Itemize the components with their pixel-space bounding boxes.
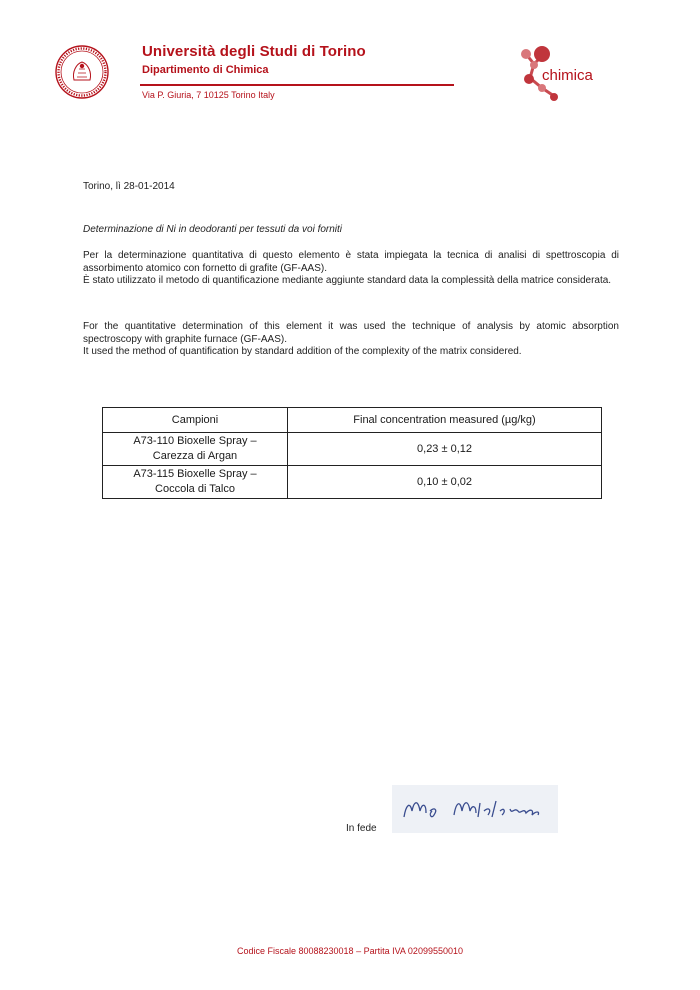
department-name: Dipartimento di Chimica [142, 64, 269, 76]
table-row [103, 466, 602, 499]
table-row [103, 433, 602, 466]
paragraph-english-1: For the quantitative determination of this element it was used the technique of analysis by atomic absorption spectroscopy with graphite furnace (GF-AAS). [83, 321, 619, 345]
header-divider [140, 84, 454, 86]
sample-name-line2: Carezza di Argan [152, 450, 238, 462]
paragraph-italian-1: Per la determinazione quantitativa di questo elemento è stata impiegata la tecnica di analisi di spettroscopia di assorbimento atomico con fornetto di grafite (GF-AAS). [83, 250, 619, 274]
footer-tax-info: Codice Fiscale 80088230018 – Partita IVA 02099550010 [236, 946, 463, 956]
paragraph-italian [83, 250, 619, 288]
sample-cell [103, 433, 288, 466]
university-name: Università degli Studi di Torino [142, 43, 366, 60]
address-line: Via P. Giuria, 7 10125 Torino Italy [142, 90, 275, 100]
letter-subject: Determinazione di Ni in deodoranti per tessuti da voi forniti [83, 224, 343, 235]
paragraph-italian-2: È stato utilizzato il metodo di quantificazione mediante aggiunte standard data la complessità della matrice considerata. [83, 275, 612, 286]
paragraph-english-2: It used the method of quantification by standard addition of the complexity of the matrix considered. [83, 346, 522, 357]
column-header-samples: Campioni [103, 408, 288, 433]
signature-image [392, 785, 558, 833]
paragraph-english [83, 321, 619, 359]
chimica-logo [512, 40, 604, 104]
logo-text: chimica [542, 67, 593, 84]
concentration-cell: 0,23 ± 0,12 [288, 433, 602, 466]
table-header-row [103, 408, 602, 433]
university-seal-icon [54, 44, 110, 100]
letter-date: Torino, lì 28-01-2014 [83, 181, 175, 192]
sample-name-line2: Coccola di Talco [155, 483, 235, 495]
concentration-cell: 0,10 ± 0,02 [288, 466, 602, 499]
sample-cell [103, 466, 288, 499]
closing-in-fede: In fede [346, 823, 377, 834]
sample-name-line1: A73-110 Bioxelle Spray – [133, 435, 257, 447]
results-table [102, 407, 602, 499]
column-header-concentration: Final concentration measured (µg/kg) [288, 408, 602, 433]
sample-name-line1: A73-115 Bioxelle Spray – [133, 468, 257, 480]
